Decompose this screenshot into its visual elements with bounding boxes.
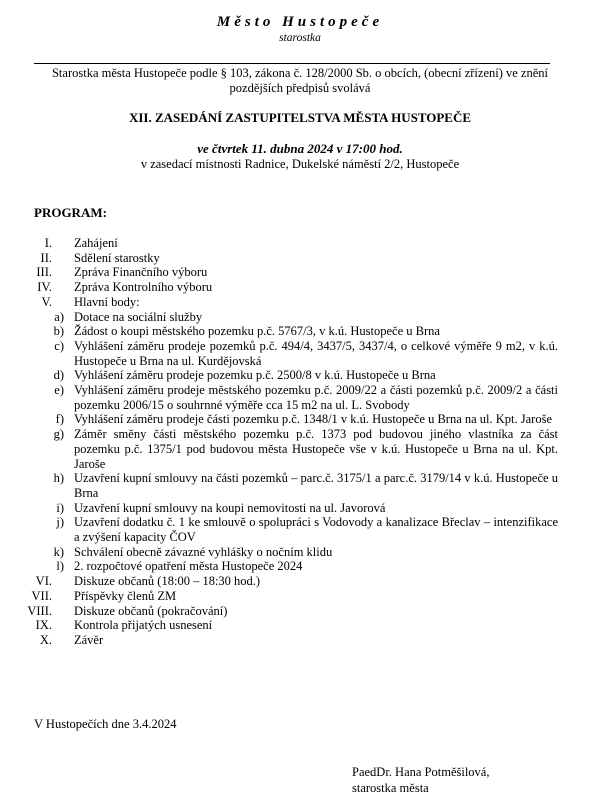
main-point-item (0, 339, 600, 368)
item-text: Vyhlášení záměru prodeje městského pozemku p.č. 2009/22 a části pozemků p.č. 2009/2 a části pozemku 2006/15 o souhrnné výměře cca 15 m2 na ul. L. Svobody (74, 383, 558, 412)
item-text: Uzavření dodatku č. 1 ke smlouvě o spolupráci s Vodovody a kanalizace Břeclav – intenzifikace a zvýšení kapacity ČOV (74, 515, 558, 545)
item-text: Schválení obecně závazné vyhlášky o nočním klidu (74, 544, 333, 559)
item-text: Hlavní body: (74, 294, 140, 309)
meeting-title: XII. ZASEDÁNÍ ZASTUPITELSTVA MĚSTA HUSTOPEČE (128, 110, 472, 125)
item-text: Zahájení (74, 236, 118, 250)
item-number: IV. (37, 280, 52, 295)
item-number: X. (39, 632, 52, 647)
intro-text: Starostka města Hustopeče podle § 103, zákona č. 128/2000 Sb. o obcích, (obecní zřízení) ve znění pozdějších předpisů svolává (51, 66, 549, 95)
office-title: starostka (279, 32, 321, 44)
program-item (0, 236, 600, 251)
item-text: Zpráva Kontrolního výboru (74, 280, 213, 295)
program-item (0, 295, 600, 310)
town-name: Město Hustopeče (216, 14, 384, 30)
main-point-item (0, 412, 600, 427)
item-number: IX. (35, 618, 52, 633)
signature-block (352, 764, 489, 796)
program-item (0, 251, 600, 266)
main-point-item (0, 559, 600, 574)
item-text: Žádost o koupi městského pozemku p.č. 5767/3, v k.ú. Hustopeče u Brna (74, 324, 440, 339)
item-number: VII. (31, 588, 52, 603)
header-divider (34, 63, 550, 64)
main-point-item (0, 383, 600, 412)
main-point-item (0, 545, 600, 560)
item-number: II. (40, 250, 52, 265)
signer-role: starostka města (352, 781, 429, 795)
main-point-item (0, 368, 600, 383)
item-letter: b) (53, 324, 64, 339)
item-text: Uzavření kupní smlouvy na části pozemků – parc.č. 3175/1 a parc.č. 3179/14 v k.ú. Hustopeče u Brna (74, 471, 558, 500)
item-letter: a) (54, 309, 64, 324)
item-number: III. (36, 265, 52, 280)
program-item (0, 618, 600, 633)
item-text: 2. rozpočtové opatření města Hustopeče 2024 (74, 559, 303, 574)
program-heading: PROGRAM: (34, 205, 107, 220)
main-point-item (0, 324, 600, 339)
item-letter: d) (53, 368, 64, 383)
item-text: Dotace na sociální služby (74, 309, 203, 324)
item-text: Kontrola přijatých usnesení (74, 618, 213, 633)
item-letter: c) (54, 338, 64, 353)
meeting-datetime: ve čtvrtek 11. dubna 2024 v 17:00 hod. (197, 141, 403, 156)
item-text: Uzavření kupní smlouvy na koupi nemovitosti na ul. Javorová (74, 500, 386, 515)
program-item (0, 265, 600, 280)
item-letter: f) (55, 412, 64, 427)
item-letter: i) (56, 500, 64, 515)
main-point-item (0, 427, 600, 471)
item-text: Vyhlášení záměru prodeje pozemků p.č. 494/4, 3437/5, 3437/4, o celkové výměře 9 m2, v k.ú. Hustopeče u Brna na ul. Kurdějovská (74, 338, 558, 368)
program-item (0, 574, 600, 589)
item-text: Vyhlášení záměru prodeje části pozemku p.č. 1348/1 v k.ú. Hustopeče u Brna na ul. Kpt. Jaroše (74, 412, 552, 427)
item-text: Diskuze občanů (18:00 – 18:30 hod.) (74, 574, 261, 589)
main-point-item (0, 501, 600, 516)
item-text: Zpráva Finančního výboru (74, 265, 208, 280)
item-letter: l) (56, 559, 64, 574)
item-letter: g) (53, 427, 64, 442)
place-date: V Hustopečích dne 3.4.2024 (34, 717, 177, 731)
item-text: Příspěvky členů ZM (74, 588, 177, 603)
program-list (0, 236, 600, 648)
item-letter: e) (54, 383, 64, 398)
item-letter: k) (53, 544, 64, 559)
program-item (0, 633, 600, 648)
main-point-item (0, 515, 600, 544)
program-item (0, 589, 600, 604)
item-text: Závěr (74, 632, 104, 647)
item-text: Záměr směny části městského pozemku p.č. 1373 pod budovou jiného vlastníka za část pozemku p.č. 1375/1 pod budovou města Hustopeče vše v k.ú. Hustopeče u Brna na ul. Kpt. Jaroše (74, 427, 558, 471)
main-point-item (0, 310, 600, 325)
item-text: Diskuze občanů (pokračování) (74, 603, 228, 618)
item-number: I. (44, 236, 52, 250)
item-text: Sdělení starostky (74, 250, 160, 265)
program-item (0, 604, 600, 619)
signer-name: PaedDr. Hana Potměšilová, (352, 765, 490, 779)
item-number: VI. (35, 574, 52, 589)
item-letter: j) (56, 515, 64, 530)
item-letter: h) (53, 471, 64, 486)
item-text: Vyhlášení záměru prodeje pozemku p.č. 2500/8 v k.ú. Hustopeče u Brna (74, 368, 436, 383)
program-item (0, 280, 600, 295)
item-number: VIII. (27, 603, 52, 618)
main-point-item (0, 471, 600, 500)
meeting-venue: v zasedací místnosti Radnice, Dukelské náměstí 2/2, Hustopeče (140, 157, 460, 171)
item-number: V. (41, 294, 52, 309)
